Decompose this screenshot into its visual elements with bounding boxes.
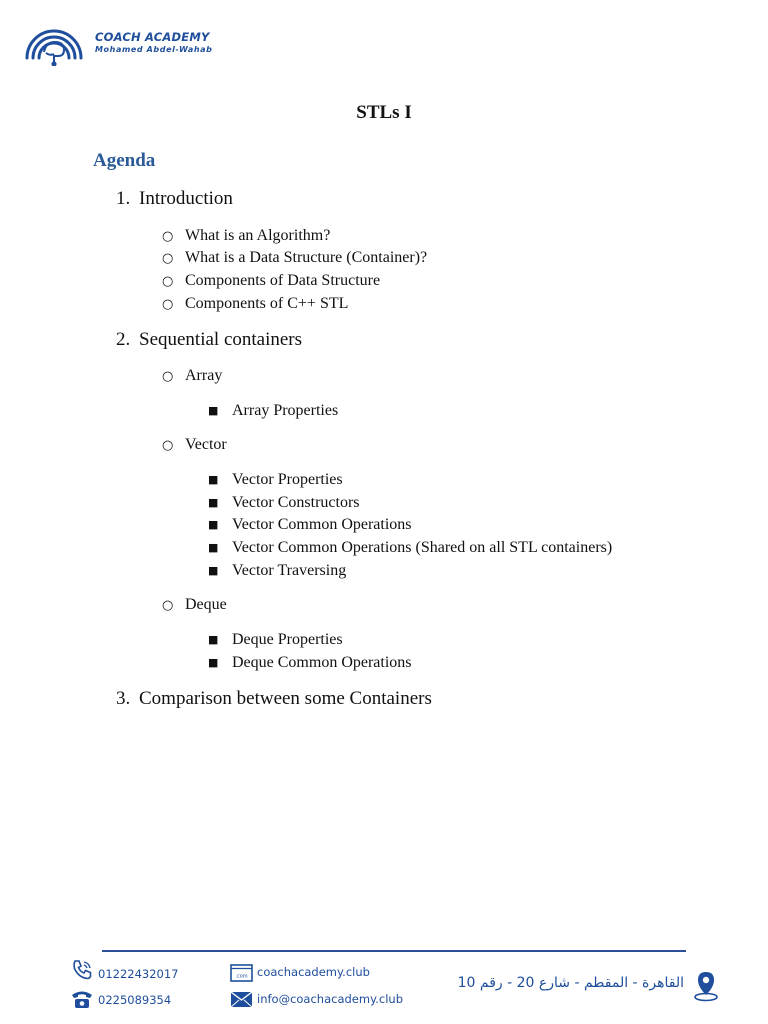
list-item-label: Deque bbox=[185, 596, 227, 613]
website-text: coachacademy.club bbox=[257, 965, 370, 979]
brand-name: COACH ACADEMY bbox=[95, 30, 210, 44]
sub-list-item bbox=[208, 562, 346, 580]
document-title: STLs I bbox=[356, 102, 412, 123]
envelope-icon bbox=[230, 991, 253, 1008]
location-pin-icon bbox=[692, 970, 720, 1002]
square-bullet-icon: ■ bbox=[208, 541, 219, 554]
sub-list-item bbox=[208, 494, 360, 512]
list-item-array bbox=[162, 367, 222, 385]
square-bullet-icon: ■ bbox=[208, 564, 219, 577]
section-title: Sequential containers bbox=[139, 329, 303, 350]
list-item-label: What is a Data Structure (Container)? bbox=[185, 249, 428, 266]
square-bullet-icon: ■ bbox=[208, 656, 219, 669]
sub-list-item bbox=[208, 654, 412, 672]
section-number: 2. bbox=[116, 329, 131, 350]
section-title: Comparison between some Containers bbox=[139, 688, 432, 709]
square-bullet-icon: ■ bbox=[208, 518, 219, 531]
phone-mobile: 01222432017 bbox=[98, 967, 179, 981]
list-item bbox=[162, 249, 427, 267]
hollow-bullet-icon: ○ bbox=[162, 297, 174, 312]
website-icon bbox=[230, 964, 253, 982]
square-bullet-icon: ■ bbox=[208, 496, 219, 509]
hollow-bullet-icon: ○ bbox=[162, 229, 174, 244]
list-item bbox=[162, 272, 380, 290]
sub-list-item bbox=[208, 471, 343, 489]
list-item-label: Components of Data Structure bbox=[185, 272, 381, 289]
email-text: info@coachacademy.club bbox=[257, 992, 404, 1006]
section-sequential-containers bbox=[116, 329, 302, 351]
sub-list-item-label: Vector Traversing bbox=[232, 562, 347, 579]
sub-list-item bbox=[208, 539, 612, 557]
hollow-bullet-icon: ○ bbox=[162, 274, 174, 289]
list-item-label: Components of C++ STL bbox=[185, 295, 349, 312]
list-item-label: What is an Algorithm? bbox=[185, 227, 331, 244]
sub-list-item-label: Array Properties bbox=[232, 402, 339, 419]
svg-text:.com: .com bbox=[235, 973, 248, 980]
coach-academy-logo-icon bbox=[22, 22, 88, 66]
sub-list-item-label: Vector Constructors bbox=[232, 494, 360, 511]
telephone-icon bbox=[70, 988, 94, 1010]
square-bullet-icon: ■ bbox=[208, 404, 219, 417]
list-item-vector bbox=[162, 436, 227, 454]
square-bullet-icon: ■ bbox=[208, 633, 219, 646]
sub-list-item-label: Deque Common Operations bbox=[232, 654, 412, 671]
section-introduction bbox=[116, 188, 233, 210]
hollow-bullet-icon: ○ bbox=[162, 251, 174, 266]
phone-landline: 0225089354 bbox=[98, 993, 172, 1007]
section-comparison bbox=[116, 688, 432, 710]
footer-divider bbox=[102, 950, 686, 952]
phone-icon bbox=[70, 958, 94, 982]
list-item bbox=[162, 227, 330, 245]
sub-list-item-label: Vector Common Operations bbox=[232, 516, 412, 533]
list-item-label: Vector bbox=[185, 436, 227, 453]
sub-list-item-label: Vector Common Operations (Shared on all STL containers) bbox=[232, 539, 613, 556]
sub-list-item-label: Vector Properties bbox=[232, 471, 343, 488]
agenda-heading: Agenda bbox=[93, 150, 156, 171]
section-title: Introduction bbox=[139, 188, 233, 209]
address-text: القاهرة - المقطم - شارع 20 - رقم 10 bbox=[457, 975, 684, 991]
section-number: 3. bbox=[116, 688, 131, 709]
sub-list-item bbox=[208, 516, 412, 534]
hollow-bullet-icon: ○ bbox=[162, 438, 174, 453]
sub-list-item bbox=[208, 631, 343, 649]
section-number: 1. bbox=[116, 188, 131, 209]
hollow-bullet-icon: ○ bbox=[162, 369, 174, 384]
brand-owner: Mohamed Abdel-Wahab bbox=[95, 45, 213, 54]
sub-list-item bbox=[208, 402, 338, 420]
hollow-bullet-icon: ○ bbox=[162, 598, 174, 613]
square-bullet-icon: ■ bbox=[208, 473, 219, 486]
sub-list-item-label: Deque Properties bbox=[232, 631, 343, 648]
list-item-deque bbox=[162, 596, 227, 614]
coach-academy-logo bbox=[22, 22, 222, 68]
list-item bbox=[162, 295, 348, 313]
list-item-label: Array bbox=[185, 367, 223, 384]
